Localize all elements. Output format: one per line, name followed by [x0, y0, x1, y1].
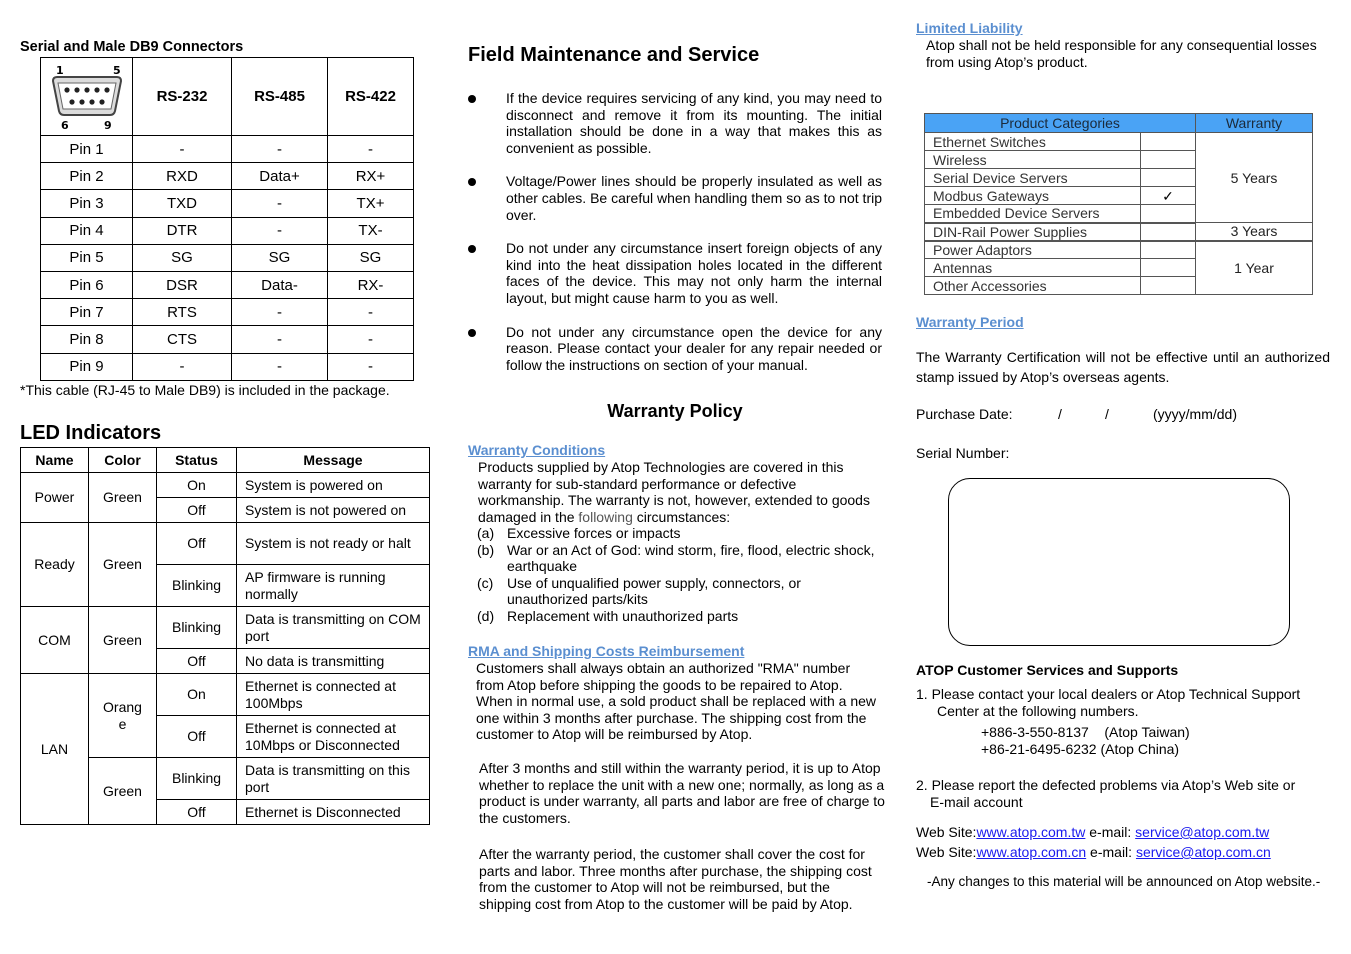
pin-label-1: 1 [55, 63, 64, 77]
pin-signal: DSR [133, 271, 232, 298]
warranty-1-year: 1 Year [1196, 241, 1313, 295]
led-message: System is powered on [237, 473, 430, 498]
check-cell [1141, 151, 1196, 169]
pin-signal: - [232, 136, 328, 163]
pin-number: Pin 6 [41, 271, 133, 298]
table-row [41, 190, 414, 217]
led-status: Off [157, 800, 237, 825]
pin-signal: DTR [133, 217, 232, 244]
list-item: (a) Excessive forces or impacts [477, 525, 681, 541]
pin-signal: - [232, 299, 328, 326]
db9-pin-table [40, 57, 414, 381]
table-row [41, 217, 414, 244]
check-cell [1141, 133, 1196, 151]
db9-face [58, 83, 116, 109]
email-link-cn[interactable]: service@atop.com.cn [1135, 844, 1271, 860]
phone-china: +86-21-6495-6232 (Atop China) [981, 740, 1180, 757]
table-row [41, 353, 414, 380]
led-header-message: Message [237, 448, 430, 473]
table-row [925, 133, 1313, 151]
customer-services-heading: ATOP Customer Services and Supports [916, 662, 1179, 678]
pin-signal: - [232, 190, 328, 217]
serial-number-label: Serial Number: [916, 445, 1010, 461]
pin-number: Pin 4 [41, 217, 133, 244]
header-rs422: RS-422 [328, 58, 414, 136]
pin-signal: TX+ [328, 190, 414, 217]
pin-signal: RX+ [328, 163, 414, 190]
led-name: Power [21, 473, 89, 523]
pin-signal: - [133, 136, 232, 163]
check-cell [1141, 277, 1196, 295]
footer-note: -Any changes to this material will be announced on Atop website.- [927, 874, 1321, 889]
pin-number: Pin 9 [41, 353, 133, 380]
led-message: System is not ready or halt [237, 523, 430, 565]
bullet-text: Do not under any circumstance open the device for any reason. Please contact your dealer for any repair needed or follow the instructions on section of your manual. [506, 323, 882, 373]
category-cell: Other Accessories [925, 277, 1141, 295]
table-row [41, 136, 414, 163]
led-message: Ethernet is Disconnected [237, 800, 430, 825]
table-row [925, 241, 1313, 259]
bullet-icon [468, 245, 476, 253]
rma-paragraph-2: After 3 months and still within the warranty period, it is up to Atop whether to replace the unit with a new one; normally, as long as a product is under warranty, all parts and labor are free of charge to the customers. [479, 760, 885, 826]
check-cell [1141, 259, 1196, 277]
rma-heading[interactable]: RMA and Shipping Costs Reimbursement [468, 643, 745, 659]
warranty-3-years: 3 Years [1196, 223, 1313, 241]
led-status: Blinking [157, 565, 237, 607]
led-color-orange: Orang e [103, 699, 142, 732]
contact-line-taiwan: Web Site:www.atop.com.tw e-mail: service@atop.com.tw [916, 824, 1270, 840]
bullet-icon [468, 178, 476, 186]
phone-numbers [981, 724, 1190, 757]
pin-number: Pin 7 [41, 299, 133, 326]
pin-signal: SG [133, 244, 232, 271]
warranty-period-text: The Warranty Certification will not be effective until an authorized stamp issued by Atop’s overseas agents. [916, 349, 1330, 385]
field-maintenance-heading: Field Maintenance and Service [468, 44, 760, 66]
pin-signal: - [328, 299, 414, 326]
led-color: Green [89, 758, 157, 825]
pin-signal: SG [232, 244, 328, 271]
warranty-conditions-heading[interactable]: Warranty Conditions [468, 442, 606, 458]
website-link-cn[interactable]: www.atop.com.cn [976, 844, 1087, 860]
pin-signal: - [232, 217, 328, 244]
date-format: (yyyy/mm/dd) [1153, 406, 1237, 422]
bullet-icon [468, 329, 476, 337]
pin-signal: RTS [133, 299, 232, 326]
date-separator: / [1058, 406, 1062, 422]
website-link-tw[interactable]: www.atop.com.tw [976, 824, 1086, 840]
pin-number: Pin 2 [41, 163, 133, 190]
date-separator: / [1105, 406, 1109, 422]
warranty-5-years: 5 Years [1196, 133, 1313, 223]
category-cell: DIN-Rail Power Supplies [925, 223, 1141, 241]
db9-connector-cell [41, 58, 133, 136]
pin-number: Pin 5 [41, 244, 133, 271]
led-status: Off [157, 716, 237, 758]
customer-services-item-2: 2. Please report the defected problems via Atop’s Web site or E-mail account [916, 777, 1296, 810]
bullet-icon [468, 95, 476, 103]
pin-signal: SG [328, 244, 414, 271]
warranty-table [924, 113, 1313, 295]
pin-signal: RXD [133, 163, 232, 190]
header-rs485: RS-485 [232, 58, 328, 136]
led-message: Ethernet is connected at 10Mbps or Disconnected [237, 716, 430, 758]
led-color [89, 674, 157, 758]
category-cell: Embedded Device Servers [925, 205, 1141, 223]
list-item [468, 240, 882, 306]
list-item [468, 90, 882, 156]
category-cell: Wireless [925, 151, 1141, 169]
serial-number-box[interactable] [948, 478, 1290, 646]
pin-label-6: 6 [60, 118, 69, 132]
pin-number: Pin 8 [41, 326, 133, 353]
led-table [20, 447, 430, 825]
table-row [41, 244, 414, 271]
pin-signal: Data- [232, 271, 328, 298]
led-status: Off [157, 523, 237, 565]
led-status: Off [157, 649, 237, 674]
led-name: COM [21, 607, 89, 674]
pin-signal: TX- [328, 217, 414, 244]
maintenance-bullets [468, 90, 882, 390]
db9-cable-note: *This cable (RJ-45 to Male DB9) is included in the package. [20, 382, 390, 398]
list-item: (c) Use of unqualified power supply, connectors, or unauthorized parts/kits [477, 574, 801, 608]
led-header-name: Name [21, 448, 89, 473]
warranty-exclusions-list [468, 525, 878, 625]
email-link-tw[interactable]: service@atop.com.tw [1135, 824, 1270, 840]
bullet-text: If the device requires servicing of any kind, you may need to disconnect and remove it from its mounting. The initial installation should be done in a way that makes this as convenient as possible. [506, 90, 882, 156]
pin-label-9: 9 [103, 118, 112, 132]
table-row [21, 523, 430, 565]
led-header-color: Color [89, 448, 157, 473]
table-row [21, 674, 430, 716]
check-cell [1141, 223, 1196, 241]
table-row [925, 223, 1313, 241]
header-product-categories: Product Categories [925, 114, 1196, 133]
table-row [21, 473, 430, 498]
bullet-text: Do not under any circumstance insert foreign objects of any kind into the heat dissipation holes located in the different faces of the device. This may not only harm the internal layout, but might cause harm to you as well. [506, 240, 882, 306]
table-row [41, 163, 414, 190]
category-cell: Power Adaptors [925, 241, 1141, 259]
led-message: Ethernet is connected at 100Mbps [237, 674, 430, 716]
category-cell: Modbus Gateways [925, 187, 1141, 205]
led-name: LAN [21, 674, 89, 825]
check-icon: ✓ [1141, 187, 1196, 205]
db9-heading: Serial and Male DB9 Connectors [20, 39, 244, 55]
led-color: Green [89, 523, 157, 607]
pin-signal: - [328, 326, 414, 353]
led-color: Green [89, 473, 157, 523]
list-item: (d) Replacement with unauthorized parts [477, 607, 739, 624]
led-message: System is not powered on [237, 498, 430, 523]
led-message: Data is transmitting on COM port [237, 607, 430, 649]
pin-number: Pin 1 [41, 136, 133, 163]
table-row [41, 299, 414, 326]
led-status: Off [157, 498, 237, 523]
bullet-text: Voltage/Power lines should be properly insulated as well as other cables. Be careful when handling them so as to not trip over. [506, 173, 882, 223]
pin-signal: - [328, 136, 414, 163]
led-name: Ready [21, 523, 89, 607]
led-status: Blinking [157, 758, 237, 800]
purchase-date-label: Purchase Date: [916, 406, 1013, 422]
led-heading: LED Indicators [20, 422, 162, 444]
limited-liability-heading[interactable]: Limited Liability [916, 20, 1023, 36]
pin-signal: - [232, 353, 328, 380]
table-row [41, 326, 414, 353]
pin-label-5: 5 [112, 63, 121, 77]
pin-signal: TXD [133, 190, 232, 217]
warranty-policy-heading: Warranty Policy [607, 401, 743, 421]
rma-paragraph-1: Customers shall always obtain an authorized "RMA" number from Atop before shipping the goods to be repaired to Atop. When in normal use, a sold product shall be replaced with a new one within 3 months after purchase. The shipping cost from the customer to Atop will be reimbursed by Atop. [476, 660, 876, 743]
customer-services-item-1: 1. Please contact your local dealers or Atop Technical Support Center at the following numbers. [916, 686, 1301, 719]
header-warranty: Warranty [1196, 114, 1313, 133]
table-row [41, 271, 414, 298]
warranty-conditions-text: Products supplied by Atop Technologies are covered in this warranty for sub-standard performance or defective workmanship. The warranty is not, however, extended to goods damaged in the following circumstances: [478, 459, 870, 525]
led-color: Green [89, 607, 157, 674]
phone-taiwan: +886-3-550-8137 (Atop Taiwan) [981, 724, 1190, 740]
led-message: No data is transmitting [237, 649, 430, 674]
check-cell [1141, 169, 1196, 187]
list-item: (b) War or an Act of God: wind storm, fire, flood, electric shock, earthquake [477, 541, 875, 575]
pin-signal: - [232, 326, 328, 353]
category-cell: Ethernet Switches [925, 133, 1141, 151]
category-cell: Serial Device Servers [925, 169, 1141, 187]
contact-line-china: Web Site:www.atop.com.cn e-mail: service@atop.com.cn [916, 844, 1271, 860]
pin-signal: - [328, 353, 414, 380]
pin-signal: RX- [328, 271, 414, 298]
rma-paragraph-3: After the warranty period, the customer shall cover the cost for parts and labor. Three months after purchase, the shipping cost from the customer to Atop will not be reimbursed, but the shipping cost from Atop to the customer will be paid by Atop. [479, 846, 872, 912]
list-item [468, 173, 882, 223]
table-row [21, 607, 430, 649]
list-item [468, 324, 882, 374]
category-cell: Antennas [925, 259, 1141, 277]
led-status: On [157, 473, 237, 498]
pin-number: Pin 3 [41, 190, 133, 217]
db9-connector-icon [47, 61, 127, 133]
led-status: Blinking [157, 607, 237, 649]
check-cell [1141, 241, 1196, 259]
limited-liability-text: Atop shall not be held responsible for any consequential losses from using Atop’s product. [926, 37, 1317, 70]
pin-signal: Data+ [232, 163, 328, 190]
header-rs232: RS-232 [133, 58, 232, 136]
led-status: On [157, 674, 237, 716]
check-cell [1141, 205, 1196, 223]
led-header-status: Status [157, 448, 237, 473]
pin-signal: - [133, 353, 232, 380]
led-message: Data is transmitting on this port [237, 758, 430, 800]
warranty-period-heading[interactable]: Warranty Period [916, 314, 1024, 330]
led-message: AP firmware is running normally [237, 565, 430, 607]
pin-signal: CTS [133, 326, 232, 353]
